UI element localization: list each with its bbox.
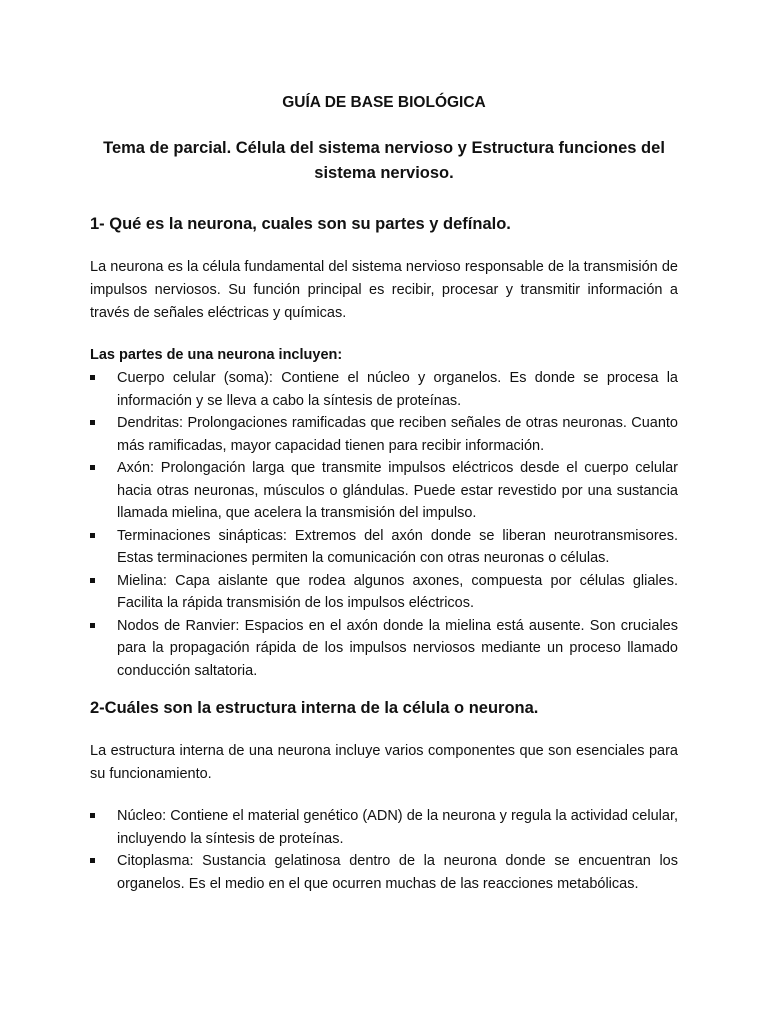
list-item: [90, 457, 678, 525]
section-2-paragraph: La estructura interna de una neurona incluye varios componentes que son esenciales para su funcionamiento.: [90, 743, 678, 782]
list-item-text: Terminaciones sinápticas: Extremos del axón donde se liberan neurotransmisores. Estas terminaciones permiten la comunicación con otras neuronas o células.: [117, 527, 678, 566]
square-bullet-icon: [90, 858, 95, 863]
document-subtitle: Tema de parcial. Célula del sistema nervioso y Estructura funciones del sistema nervioso.: [103, 139, 665, 182]
square-bullet-icon: [90, 420, 95, 425]
list-item: [90, 570, 678, 615]
document-title: GUÍA DE BASE BIOLÓGICA: [282, 94, 486, 111]
list-item-text: Axón: Prolongación larga que transmite impulsos eléctricos desde el cuerpo celular hacia otras neuronas, músculos o glándulas. Puede estar revestido por una sustancia llamada mielina, que acelera la transmisión del impulso.: [117, 460, 678, 521]
list-item: [90, 412, 678, 457]
square-bullet-icon: [90, 375, 95, 380]
list-item-text: Nodos de Ranvier: Espacios en el axón donde la mielina está ausente. Son cruciales para la propagación rápida de los impulsos nerviosos mediante un proceso llamado conducción saltatoria.: [117, 617, 678, 679]
internal-structure-list: [90, 805, 678, 895]
list-item: [90, 367, 678, 412]
square-bullet-icon: [90, 623, 95, 628]
list-item-text: Citoplasma: Sustancia gelatinosa dentro de la neurona donde se encuentran los organelos. Es el medio en el que ocurren muchas de las reacciones metabólicas.: [117, 853, 678, 892]
list-item-text: Núcleo: Contiene el material genético (ADN) de la neurona y regula la actividad celular, incluyendo la síntesis de proteínas.: [117, 808, 678, 847]
section-1-paragraph: La neurona es la célula fundamental del sistema nervioso responsable de la transmisión de impulsos nerviosos. Su función principal es recibir, procesar y transmitir información a través de señales eléctricas y químicas.: [90, 259, 678, 321]
square-bullet-icon: [90, 813, 95, 818]
list-item: [90, 615, 678, 683]
section-2-heading: 2-Cuáles son la estructura interna de la célula o neurona.: [90, 699, 539, 717]
square-bullet-icon: [90, 578, 95, 583]
section-1-heading: 1- Qué es la neurona, cuales son su partes y defínalo.: [90, 215, 511, 233]
square-bullet-icon: [90, 465, 95, 470]
square-bullet-icon: [90, 533, 95, 538]
list-item: [90, 525, 678, 570]
list-item-text: Cuerpo celular (soma): Contiene el núcleo y organelos. Es donde se procesa la información y se lleva a cabo la síntesis de proteínas.: [117, 370, 678, 409]
parts-list-heading: Las partes de una neurona incluyen:: [90, 347, 343, 363]
list-item-text: Dendritas: Prolongaciones ramificadas que reciben señales de otras neuronas. Cuanto más ramificadas, mayor capacidad tienen para recibir información.: [117, 415, 678, 454]
list-item-text: Mielina: Capa aislante que rodea algunos axones, compuesta por células gliales. Facilita la rápida transmisión de los impulsos eléctricos.: [117, 572, 678, 611]
list-item: [90, 805, 678, 850]
list-item: [90, 850, 678, 895]
neuron-parts-list: [90, 367, 678, 682]
